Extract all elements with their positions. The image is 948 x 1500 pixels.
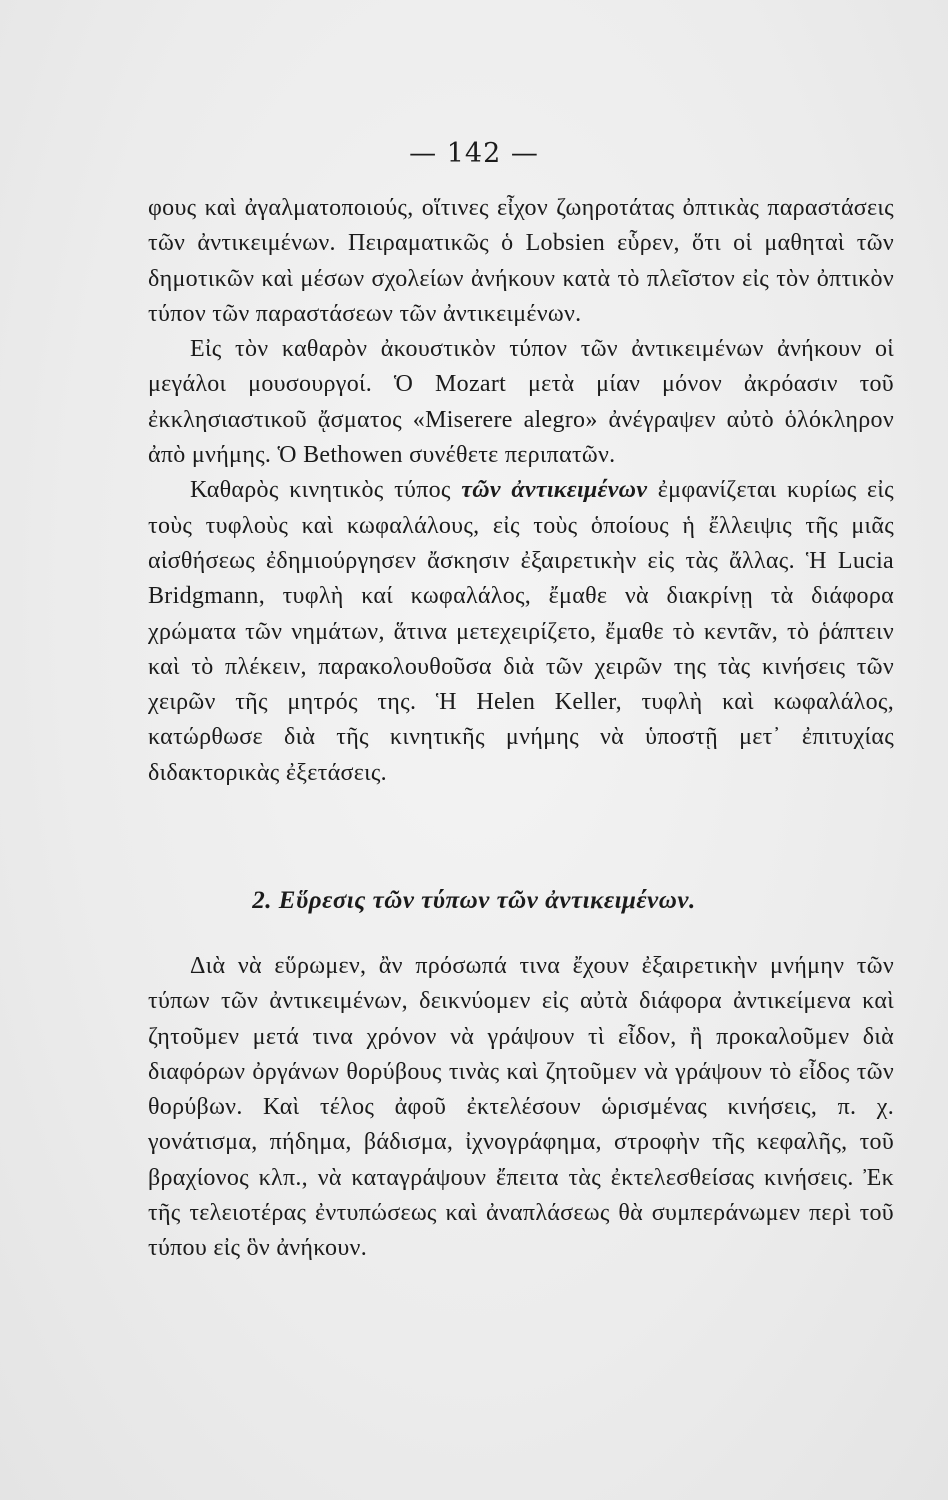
paragraph-auditory-type: Εἰς τὸν καθαρὸν ἀκουστικὸν τύπον τῶν ἀντικειμένων ἀνήκουν οἱ μεγάλοι μουσουργοί. Ὁ Mozart μετὰ μίαν μόνον ἀκρόασιν τοῦ ἐκκλησιαστικοῦ ᾄσματος «Miserere alegro» ἀνέγραψεν αὐτὸ ὁλόκληρον ἀπὸ μνήμης. Ὁ Bethowen συνέθετε περιπατῶν. bbox=[148, 336, 894, 469]
body-text-upper bbox=[148, 191, 894, 791]
section-heading: 2. Εὕρεσις τῶν τύπων τῶν ἀντικειμένων. bbox=[252, 887, 696, 914]
motor-text-before: Καθαρὸς κινητικὸς τύπος bbox=[190, 477, 462, 504]
motor-text-emphasis: τῶν ἀντικειμένων bbox=[461, 477, 648, 504]
motor-text-after: ἐμφανίζεται κυρίως εἰς τοὺς τυφλοὺς καὶ κωφαλάλους, εἰς τοὺς ὁποίους ἡ ἔλλειψις τῆς μιᾶς αἰσθήσεως ἐδημιούργησεν ἄσκησιν ἐξαιρετικὴν εἰς τὰς ἄλλας. Ἡ Lucia Bridgmann, τυφλὴ καί κωφαλάλος, ἔμαθε νὰ διακρίνῃ τὰ διάφορα χρώματα τῶν νημάτων, ἅτινα μετεχειρίζετο, ἔμαθε τὸ κεντᾶν, τὸ ῥάπτειν καὶ τὸ πλέκειν, παρακολουθοῦσα διὰ τῶν χειρῶν της τὰς κινήσεις τῶν χειρῶν τῆς μητρός της. Ἡ Helen Keller, τυφλὴ καὶ κωφαλάλος, κατώρθωσε διὰ τῆς κινητικῆς μνήμης νὰ ὑποστῇ μετ᾽ ἐπιτυχίας διδακτορικὰς ἐξετάσεις. bbox=[148, 477, 894, 786]
page-number: — 142 — bbox=[409, 138, 539, 169]
body-text-lower bbox=[148, 949, 894, 1267]
paragraph-finding-types: Διὰ νὰ εὕρωμεν, ἂν πρόσωπά τινα ἔχουν ἐξαιρετικὴν μνήμην τῶν τύπων τῶν ἀντικειμένων, δεικνύομεν εἰς αὐτὰ διάφορα ἀντικείμενα καὶ ζητοῦμεν μετά τινα χρόνον νὰ γράψουν τὶ εἶδον, ἢ προκαλοῦμεν διὰ διαφόρων ὀργάνων θορύβους τινὰς καὶ ζητοῦμεν νὰ γράψουν τὸ εἶδος τῶν θορύβων. Καὶ τέλος ἀφοῦ ἐκτελέσουν ὡρισμένας κινήσεις, π. χ. γονάτισμα, πήδημα, βάδισμα, ἰχνογράφημα, στροφὴν τῆς κεφαλῆς, τοῦ βραχίονος κλπ., νὰ καταγράψουν ἔπειτα τὰς ἐκτελεσθείσας κινήσεις. Ἐκ τῆς τελειοτέρας ἐντυπώσεως καὶ ἀναπλάσεως θὰ συμπεράνωμεν περὶ τοῦ τύπου εἰς ὃν ἀνήκουν. bbox=[148, 953, 894, 1262]
paragraph-visual-type: φους καὶ ἀγαλματοποιούς, οἵτινες εἶχον ζωηροτάτας ὀπτικὰς παραστάσεις τῶν ἀντικειμένων. Πειραματικῶς ὁ Lobsien εὗρεν, ὅτι οἱ μαθηταὶ τῶν δημοτικῶν καὶ μέσων σχολείων ἀνήκουν κατὰ τὸ πλεῖστον εἰς τὸν ὀπτικὸν τύπον τῶν παραστάσεων τῶν ἀντικειμένων. bbox=[148, 195, 894, 327]
paragraph-motor-type bbox=[148, 473, 894, 791]
